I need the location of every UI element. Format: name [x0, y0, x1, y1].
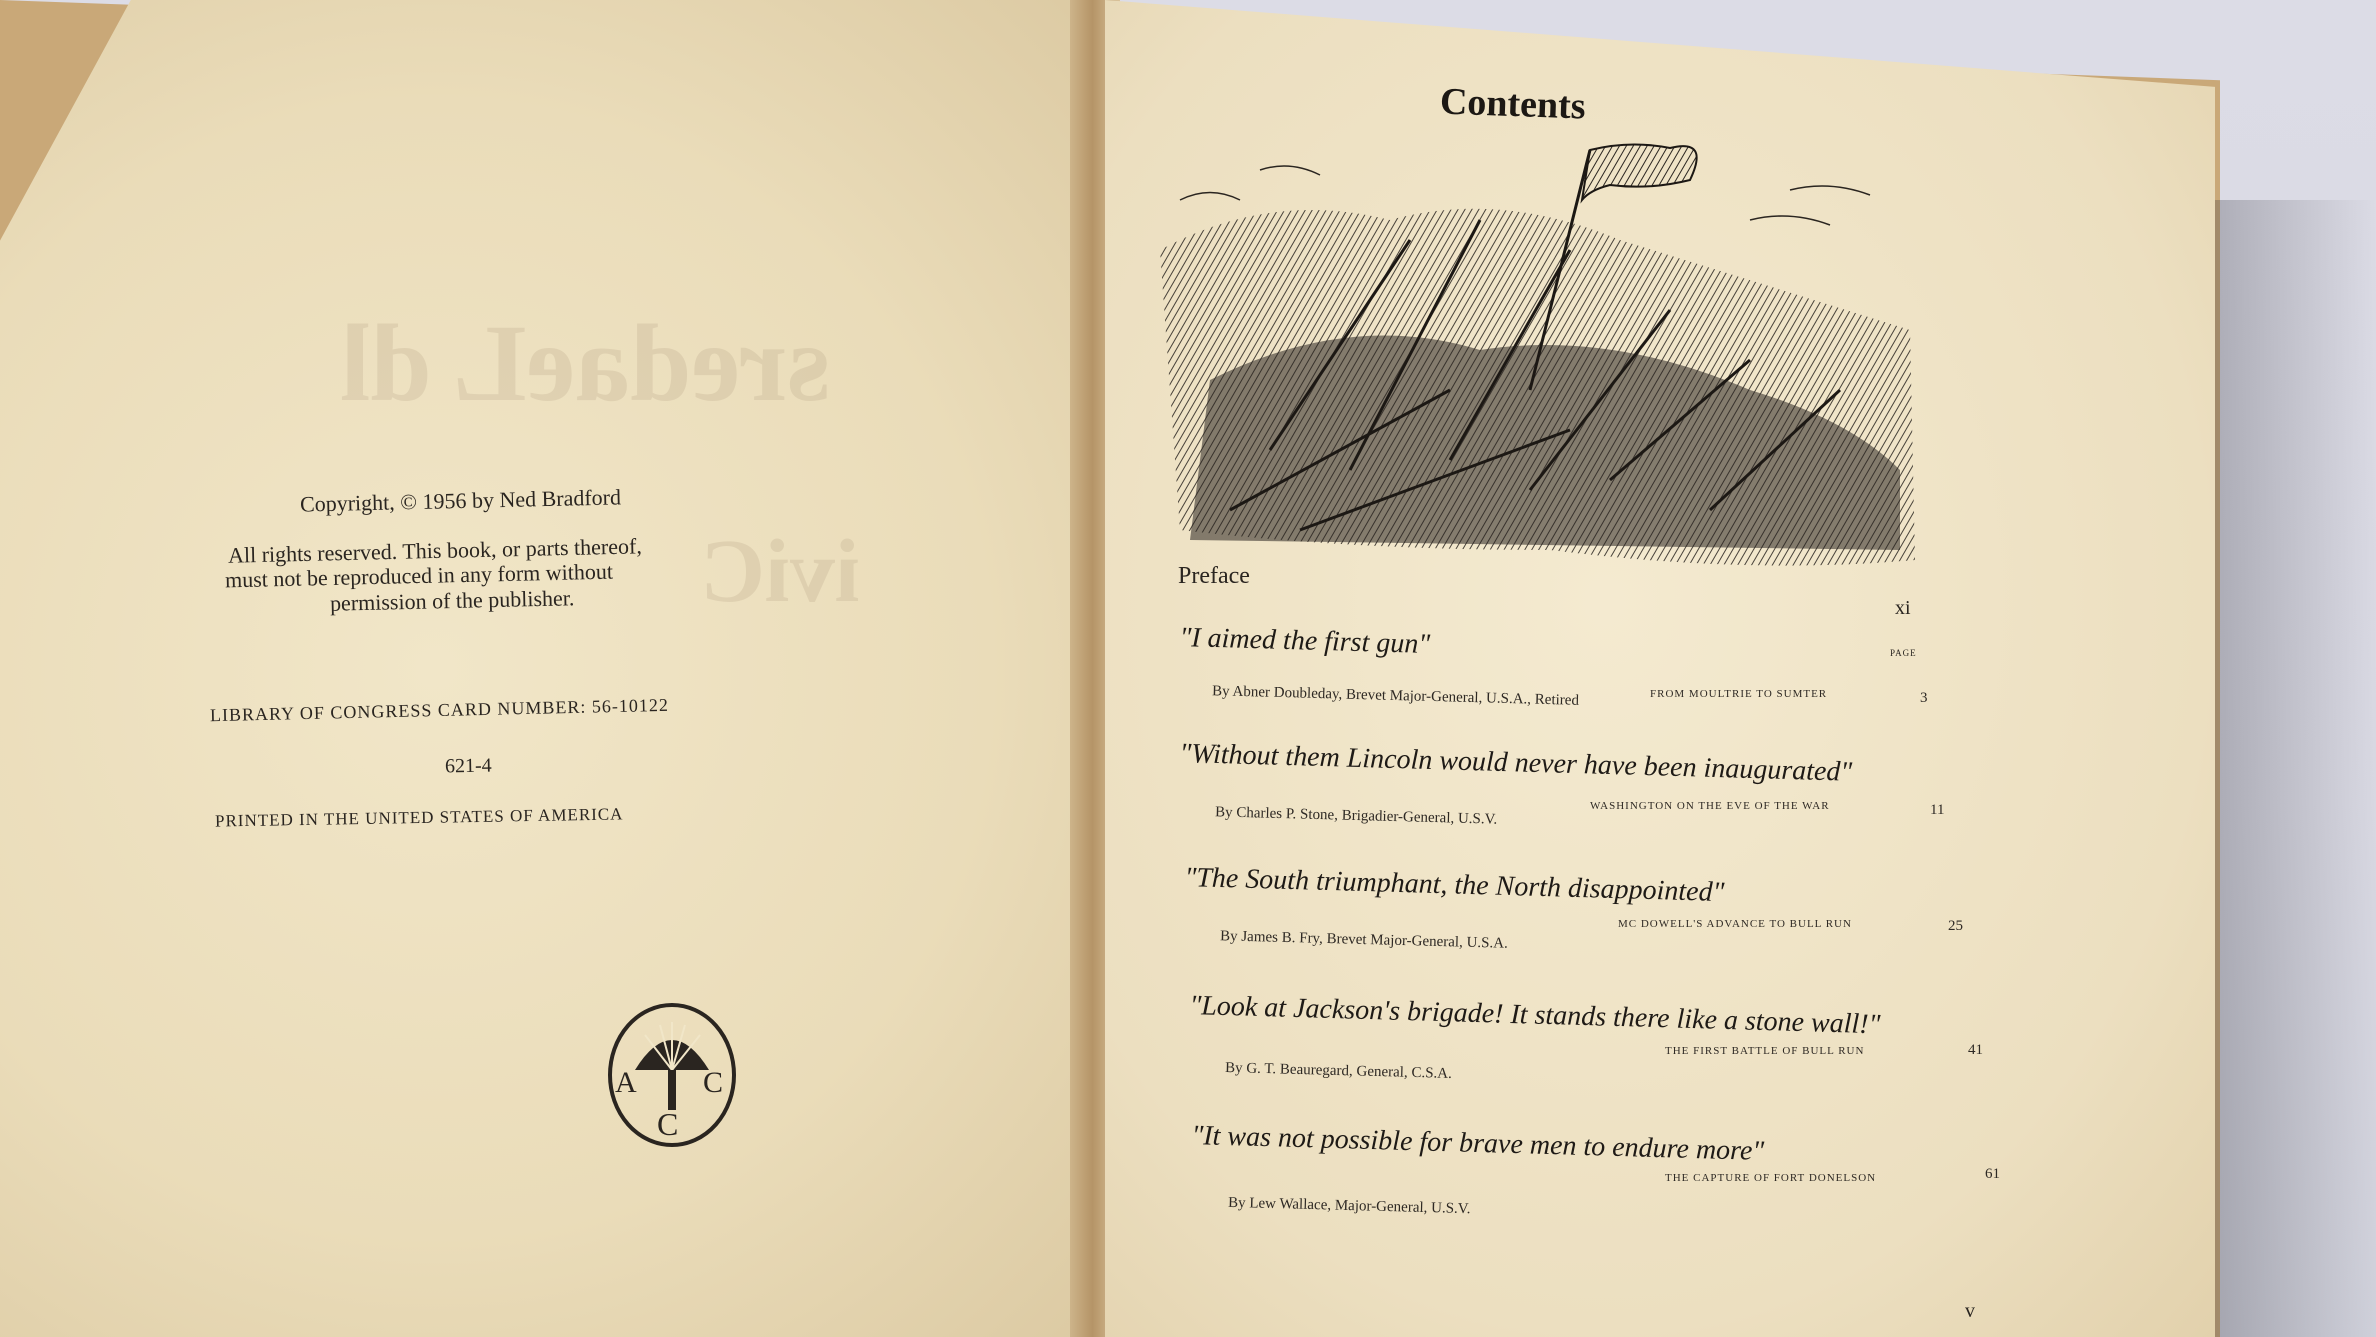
entry-byline: By G. T. Beauregard, General, C.S.A. [1224, 1060, 1453, 1082]
publisher-logo-icon [605, 1000, 740, 1150]
entry-page-number: 41 [1968, 1042, 1983, 1058]
rights-line-1: All rights reserved. This book, or parts thereof, [227, 533, 643, 568]
entry-byline: By Charles P. Stone, Brigadier-General, U.S.V. [1214, 804, 1498, 828]
entry-quote: "It was not possible for brave men to endure more" [1191, 1120, 1765, 1167]
preface-label: Preface [1178, 563, 1250, 589]
entry-quote: "I aimed the first gun" [1179, 622, 1431, 660]
copyright-line: Copyright, © 1956 by Ned Bradford [299, 484, 622, 517]
entry-byline: By Abner Doubleday, Brevet Major-General, U.S.A., Retired [1211, 683, 1580, 709]
entry-quote: "Without them Lincoln would never have been inaugurated" [1179, 738, 1853, 788]
bleed-through-text-2: iviC [700, 522, 861, 621]
print-code: 621-4 [444, 754, 492, 778]
entry-page-number: 3 [1920, 690, 1928, 706]
entry-page-number: 25 [1948, 918, 1963, 934]
entry-quote: "Look at Jackson's brigade! It stands there like a stone wall!" [1189, 990, 1881, 1041]
entry-byline: By Lew Wallace, Major-General, U.S.V. [1227, 1194, 1471, 1218]
library-card-number: LIBRARY OF CONGRESS CARD NUMBER: 56-10122 [209, 694, 670, 726]
rights-line-3: permission of the publisher. [329, 585, 575, 616]
rights-line-2: must not be reproduced in any form without [224, 558, 614, 593]
page-column-header: PAGE [1890, 648, 1917, 658]
printed-in-usa: PRINTED IN THE UNITED STATES OF AMERICA [214, 804, 624, 831]
svg-text:C: C [703, 1066, 724, 1099]
battle-engraving-illustration [1150, 130, 1920, 575]
entry-section: THE FIRST BATTLE OF BULL RUN [1665, 1045, 1865, 1057]
entry-section: WASHINGTON ON THE EVE OF THE WAR [1590, 800, 1830, 812]
preface-page: xi [1895, 597, 1911, 619]
entry-page-number: 61 [1985, 1166, 2000, 1182]
entry-section: MC DOWELL'S ADVANCE TO BULL RUN [1618, 918, 1852, 930]
entry-byline: By James B. Fry, Brevet Major-General, U.S.A. [1219, 928, 1509, 952]
svg-text:A: A [615, 1066, 637, 1099]
svg-text:C: C [657, 1106, 679, 1142]
page-folio: v [1965, 1300, 1975, 1322]
page-title: Contents [1439, 80, 1587, 128]
entry-page-number: 11 [1930, 802, 1945, 818]
bleed-through-text: sredaeL dl [340, 302, 831, 424]
entry-quote: "The South triumphant, the North disappointed" [1184, 862, 1725, 909]
left-page [0, 0, 1090, 1337]
entry-section: FROM MOULTRIE TO SUMTER [1650, 688, 1828, 700]
entry-section: THE CAPTURE OF FORT DONELSON [1665, 1172, 1877, 1184]
